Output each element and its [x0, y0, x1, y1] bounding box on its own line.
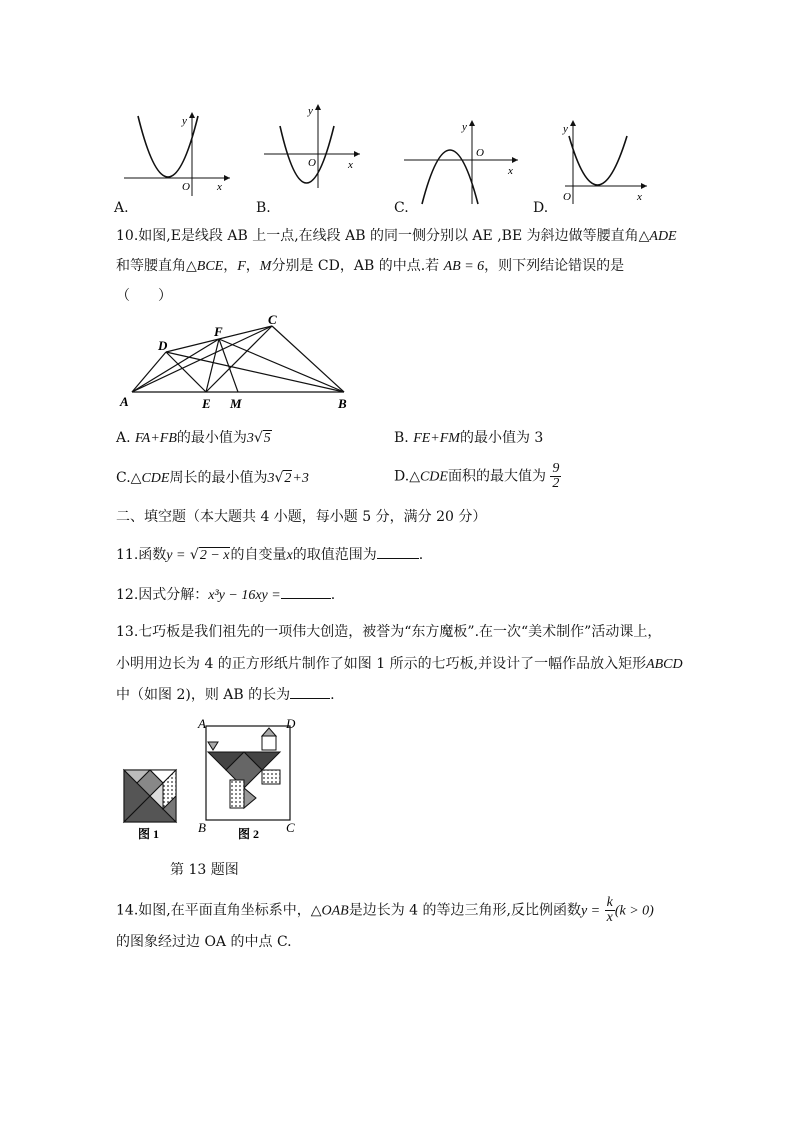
triangle-ade: △ADE: [638, 229, 677, 244]
fig2-caption: 图 2: [238, 827, 260, 841]
label-e: E: [202, 396, 211, 410]
fraction-k-x: $\frac{k}{x}$: [606, 895, 613, 925]
q10-option-b: B. FE+FM的最小值为 3: [394, 430, 544, 446]
q10-line2: 和等腰直角△BCE，F，M分别是 CD，AB 的中点.若 AB = 6，则下列结论错误的是: [116, 258, 625, 274]
q12: 12.因式分解：x³y − 16xy = .: [116, 584, 335, 606]
q10-figure: [118, 314, 358, 410]
q12-answer-blank[interactable]: [281, 584, 331, 599]
label-c: C: [268, 314, 277, 327]
graph-b: [260, 100, 370, 190]
graph-a: [120, 108, 240, 198]
option-b-label: B.: [256, 200, 271, 216]
fig1-caption: 图 1: [138, 827, 160, 841]
graph-c: [400, 116, 530, 206]
q11: 11.函数y = √2 − x的自变量x的取值范围为 .: [116, 544, 423, 566]
tangram-fig1: [124, 770, 176, 822]
x-label: x: [637, 191, 642, 203]
origin-label: O: [476, 147, 484, 159]
q13-figure-caption: 第 13 题图: [170, 862, 239, 878]
label-b: B: [338, 396, 347, 410]
label-b: B: [198, 820, 206, 835]
q13-line1: 13.七巧板是我们祖先的一项伟大创造，被誉为“东方魔板”.在一次“美术制作”活动课上，: [116, 624, 662, 640]
origin-label: O: [308, 157, 316, 169]
label-d: D: [158, 338, 168, 353]
q13-answer-blank[interactable]: [290, 684, 330, 699]
y-label: y: [308, 105, 313, 117]
label-m: M: [230, 396, 242, 410]
x-label: x: [348, 159, 353, 171]
label-c: C: [286, 820, 295, 835]
q13-line2: 小明用边长为 4 的正方形纸片制作了如图 1 所示的七巧板,并设计了一幅作品放入矩形ABCD: [116, 656, 683, 672]
q13-line3: 中（如图 2)，则 AB 的长为 .: [116, 684, 335, 705]
section-title: 二、填空题（本大题共 4 小题，每小题 5 分，满分 20 分）: [116, 509, 487, 525]
fraction-9-2: $\frac{9}{2}$: [552, 461, 560, 491]
option-d-label: D.: [533, 200, 549, 216]
label-d: D: [286, 716, 296, 731]
q10-option-a: A. FA+FB的最小值为3√5: [116, 430, 271, 446]
q13-figure: [118, 712, 308, 844]
q14-line2: 的图象经过边 OA 的中点 C.: [116, 934, 292, 950]
x-label: x: [508, 165, 513, 177]
graph-d: [555, 116, 655, 206]
origin-label: O: [563, 191, 571, 203]
y-label: y: [563, 123, 568, 135]
q11-answer-blank[interactable]: [377, 544, 419, 559]
q14-line1: 14.如图,在平面直角坐标系中，△OAB是边长为 4 的等边三角形,反比例函数y = $\frac{k}{x}$ (k > 0): [116, 895, 654, 925]
q10-line1: 10.如图,E是线段 AB 上一点,在线段 AB 的同一侧分别以 AE ,BE 为斜边做等腰直角△ADE: [116, 228, 677, 244]
q10-option-d: D.△CDE面积的最大值为 $\frac{9}{2}$: [394, 461, 560, 491]
q10-option-c: C.△CDE周长的最小值为3√2+3: [116, 470, 309, 486]
y-label: y: [462, 121, 467, 133]
option-c-label: C.: [394, 200, 409, 216]
q10-answer-paren: （ ）: [116, 288, 172, 304]
label-a: A: [120, 394, 129, 409]
origin-label: O: [182, 181, 190, 193]
y-label: y: [182, 115, 187, 127]
x-label: x: [217, 181, 222, 193]
label-a: A: [198, 716, 206, 731]
tangram-fig2: [206, 726, 290, 820]
q9-graphs: [110, 100, 650, 220]
option-a-label: A.: [114, 200, 129, 216]
label-f: F: [214, 324, 223, 339]
